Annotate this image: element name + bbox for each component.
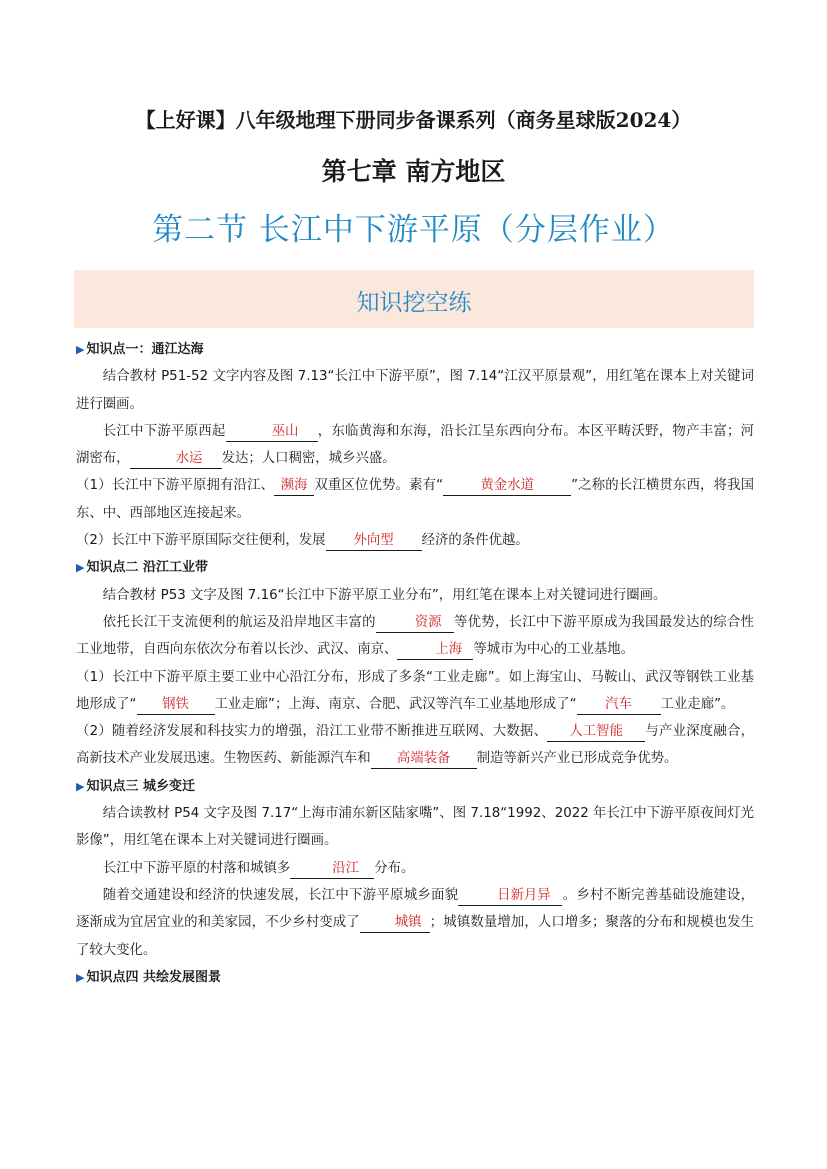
knowledge-heading-1: ▶ 知识点一：通江达海 (76, 342, 204, 357)
paragraph: （1）长江中下游平原拥有沿江、 濒海 双重区位优势。素有“ 黄金水道 ”之称的长江横贯东西，将我国东、中、西部地区连接起来。 (76, 478, 755, 521)
fill-blank: 外向型 (326, 532, 422, 551)
fill-blank: 城镇 (360, 914, 430, 933)
triangle-bullet-icon: ▶ (76, 970, 85, 984)
paragraph: （2）随着经济发展和科技实力的增强，沿江工业带不断推进互联网、大数据、 人工智能 与产业深度融合，高新技术产业发展迅速。生物医药、新能源汽车和 高端装备 制造等新兴产业已形成竞争优势。 (76, 718, 754, 773)
paragraph: （2）长江中下游平原国际交往便利，发展 外向型 经济的条件优越。 (76, 527, 754, 554)
paragraph: 结合读教材 P54 文字及图 7.17“上海市浦东新区陆家嘴”、图 7.18“1992、2022 年长江中下游平原夜间灯光影像”，用红笔在课本上对关键词进行圈画。 (76, 806, 754, 849)
paragraph: 结合教材 P51-52 文字内容及图 7.13“长江中下游平原”，图 7.14“江汉平原景观”，用红笔在课本上对关键词进行圈画。 (76, 369, 754, 412)
fill-blank: 汽车 (577, 696, 661, 715)
triangle-bullet-icon: ▶ (76, 779, 85, 793)
paragraph: 长江中下游平原西起 巫山 ，东临黄海和东海，沿长江呈东西向分布。本区平畴沃野，物产丰富；河湖密布， 水运 发达；人口稠密，城乡兴盛。 (76, 418, 754, 473)
fill-blank: 沿江 (290, 860, 374, 879)
fill-blank: 人工智能 (547, 723, 645, 742)
paragraph: （1）长江中下游平原主要工业中心沿江分布，形成了多条“工业走廊”。如上海宝山、马鞍山、武汉等钢铁工业基地形成了“ 钢铁 工业走廊”；上海、南京、合肥、武汉等汽车工业基地形成了“ 汽车 工业走廊”。 (76, 664, 754, 719)
fill-blank: 日新月异 (458, 887, 562, 906)
fill-blank: 资源 (376, 614, 454, 633)
paragraph: 随着交通建设和经济的快速发展，长江中下游平原城乡面貌 日新月异 。乡村不断完善基础设施建设，逐渐成为宜居宜业的和美家园，不少乡村变成了 城镇 ；城镇数量增加，人口增多；聚落的分布和规模也发生了较大变化。 (76, 887, 755, 958)
content-body (76, 336, 754, 991)
fill-blank: 水运 (130, 450, 222, 469)
triangle-bullet-icon: ▶ (76, 561, 85, 575)
section-title: 第二节 长江中下游平原（分层作业） (152, 212, 675, 248)
knowledge-heading-4: ▶ 知识点四 共绘发展图景 (76, 969, 221, 985)
paragraph: 结合教材 P53 文字及图 7.16“长江中下游平原工业分布”，用红笔在课本上对关键词进行圈画。 (102, 587, 667, 603)
knowledge-heading-2: ▶ 知识点二 沿江工业带 (76, 560, 208, 576)
paragraph: 长江中下游平原的村落和城镇多 沿江 分布。 (76, 855, 754, 882)
series-title: 【上好课】八年级地理下册同步备课系列（商务星球版2024） (135, 108, 692, 132)
paragraph: 依托长江干支流便利的航运及沿岸地区丰富的 资源 等优势，长江中下游平原成为我国最发达的综合性工业地带，自西向东依次分布着以长沙、武汉、南京、 上海 等城市为中心的工业基地。 (76, 609, 754, 664)
fill-blank: 濒海 (274, 477, 314, 496)
fill-blank: 高端装备 (371, 750, 477, 769)
fill-blank: 上海 (397, 641, 473, 660)
knowledge-heading-3: ▶ 知识点三 城乡变迁 (76, 778, 195, 794)
fill-blank: 巫山 (226, 423, 318, 442)
chapter-title: 第七章 南方地区 (321, 157, 506, 186)
fill-blank: 黄金水道 (443, 477, 571, 496)
fill-blank: 钢铁 (137, 696, 215, 715)
knowledge-banner (74, 270, 754, 328)
banner-title: 知识挖空练 (356, 290, 472, 316)
triangle-bullet-icon: ▶ (76, 343, 85, 356)
